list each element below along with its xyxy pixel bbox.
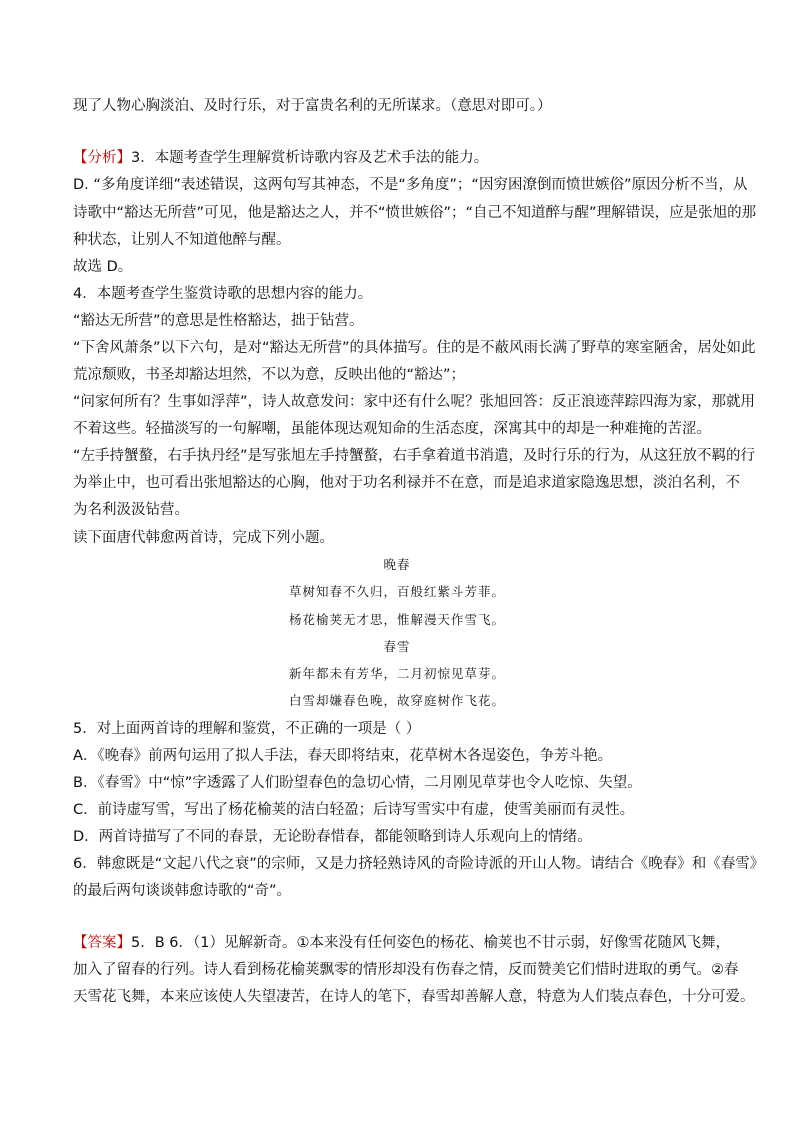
intro-line: 现了人物心胸淡泊、及时行乐，对于富贵名利的无所谋求。（意思对即可。） (73, 98, 552, 114)
analysis-line-4: 种状态，让别人不知道他醉与醒。 (73, 232, 291, 248)
analysis-line-13: 为举止中，也可看出张旭豁达的心胸，他对于功名利禄并不在意，而是追求道家隐逸思想，淡泊名利，不 (73, 475, 740, 491)
question-5: 5．对上面两首诗的理解和鉴赏，不正确的一项是（ ） (73, 721, 421, 737)
poem-line: 杨花榆荚无才思，惟解漫天作雪飞。 (288, 612, 505, 627)
poem-title-wanchun: 晚春 (383, 557, 411, 572)
analysis-line-7: “豁达无所营”的意思是性格豁达，拙于钻营。 (73, 313, 364, 329)
answer-line-3: 天雪花飞舞，本来应该使人失望凄苦，在诗人的笔下，春雪却善解人意，特意为人们装点春色，十分可爱。 (73, 989, 755, 1005)
poem-line: 新年都未有芳华，二月初惊见草芽。 (288, 666, 505, 681)
analysis-line-14: 为名利汲汲钻营。 (73, 502, 189, 518)
analysis-line-8: “下舍风萧条”以下六句，是对“豁达无所营”的具体描写。住的是不蔽风雨长满了野草的寒室陋舍，居处如此 (73, 340, 756, 356)
poem-line: 草树知春不久归，百般红紫斗芳菲。 (288, 584, 505, 599)
question-6-line-1: 6．韩愈既是“文起八代之衰”的宗师，又是力挤轻熟诗风的奇险诗派的开山人物。请结合《晚春》和《春雪》 (73, 856, 765, 872)
option-b: B．《春雪》中“惊”字透露了人们盼望春色的急切心情，二月刚见草芽也令人吃惊、失望。 (73, 775, 642, 791)
analysis-line-3: 诗歌中“豁达无所营”可见，他是豁达之人，并不“愤世嫉俗”；“自己不知道醉与醒”理解错误，应是张旭的那 (73, 205, 757, 221)
answer-line-2: 加入了留春的行列。诗人看到杨花榆荚飘零的情形却没有伤春之情，反而赞美它们惜时进取的勇气。②春 (73, 962, 739, 978)
poem-line: 白雪却嫌春色晚，故穿庭树作飞花。 (288, 693, 505, 708)
analysis-line-12: “左手持蟹螯，右手执丹经”是写张旭左手持蟹螯，右手拿着道书消遣，及时行乐的行为，从这狂放不羁的行 (73, 448, 756, 464)
analysis-line-2: D. “多角度详细”表述错误，这两句写其神态，不是“多角度”；“因穷困潦倒而愤世嫉俗”原因分析不当，从 (73, 177, 748, 193)
analysis-tag: 【分析】 (73, 150, 131, 166)
option-a: A．《晚春》前两句运用了拟人手法，春天即将结束，花草树木各逞姿色，争芳斗艳。 (73, 748, 613, 764)
reading-instruction: 读下面唐代韩愈两首诗，完成下列小题。 (73, 530, 334, 546)
answer-line-1: 【答案】5．B 6．（1）见解新奇。①本来没有任何姿色的杨花、榆荚也不甘示弱，好像雪花随风飞舞， (73, 935, 730, 951)
analysis-line-1: 【分析】3．本题考查学生理解赏析诗歌内容及艺术手法的能力。 (73, 150, 489, 166)
analysis-line-11: 不着这些。轻描淡写的一句解嘲，虽能体现达观知命的生活态度，深寓其中的却是一种难掩的苦涩。 (73, 421, 711, 437)
answer-tag: 【答案】 (73, 935, 131, 951)
analysis-line-5: 故选 D。 (73, 259, 133, 275)
poem-title-chunxue: 春雪 (383, 639, 411, 654)
question-6-line-2: 的最后两句谈谈韩愈诗歌的“奇”。 (73, 883, 292, 899)
analysis-line-6: 4．本题考查学生鉴赏诗歌的思想内容的能力。 (73, 286, 373, 302)
option-c: C．前诗虚写雪，写出了杨花榆荚的洁白轻盈；后诗写雪实中有虚，使雪美丽而有灵性。 (73, 802, 635, 818)
analysis-line-10: “问家何所有？生事如浮萍”，诗人故意发问：家中还有什么呢？张旭回答：反正浪迹萍踪四海为家，那就用 (73, 394, 756, 410)
analysis-line-9: 荒凉颓败，书圣却豁达坦然，不以为意，反映出他的“豁达”； (73, 367, 466, 383)
option-d: D．两首诗描写了不同的春景，无论盼春惜春，都能领略到诗人乐观向上的情绪。 (73, 829, 592, 845)
